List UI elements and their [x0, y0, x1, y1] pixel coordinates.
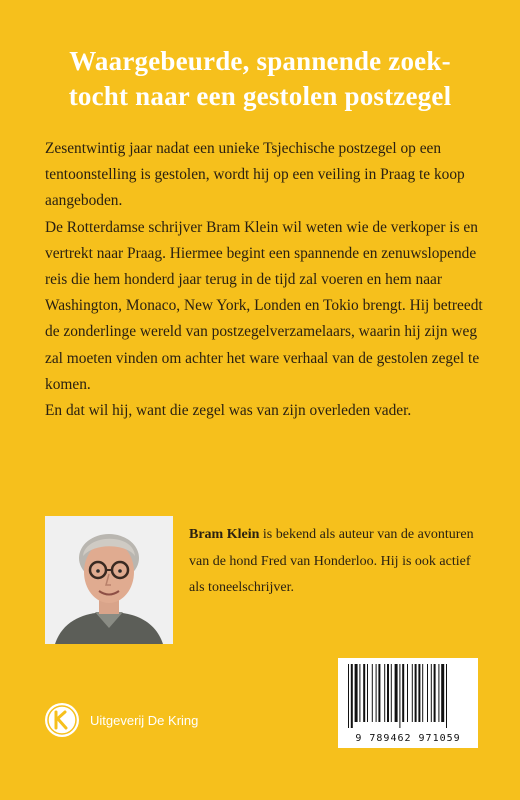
barcode-bar [412, 664, 413, 722]
barcode-bar [367, 664, 368, 722]
barcode-bar [355, 664, 358, 722]
author-photo [45, 516, 173, 644]
headline-line-2: tocht naar een gestolen postzegel [68, 81, 452, 111]
barcode-bar [446, 664, 447, 728]
blurb [45, 136, 485, 424]
author-bio-text: is bekend als auteur van de avonturen van de hond Fred van Honderloo. Hij is ook actief als toneelschrijver. [189, 527, 474, 595]
barcode-bar [395, 664, 398, 722]
barcode-bar [372, 664, 373, 722]
barcode-bar [407, 664, 408, 722]
publisher [44, 700, 198, 740]
isbn-number: 9 789462 971059 [355, 733, 461, 744]
blurb-paragraph-2: De Rotterdamse schrijver Bram Klein wil weten wie de verkoper is en vertrekt naar Praag. Hiermee begint een spannende en zenuwslopende reis die hem honderd jaar terug in de tijd zal voeren en hem naar Washington, Monaco, New York, Londen en Tokio brengt. Hij betreedt de zonderlinge wereld van postzegelverzamelaars, waarin hij zijn weg zal moeten vinden om achter het ware verhaal van de gestolen zegel te komen. [45, 218, 483, 393]
barcode-bar [441, 664, 444, 722]
publisher-name: Uitgeverij De Kring [90, 712, 199, 728]
author-bio [189, 522, 479, 602]
barcode-bar [351, 664, 353, 728]
author-portrait-image [45, 516, 173, 644]
barcode-bar [438, 664, 439, 722]
barcode-bar [376, 664, 377, 722]
author-name: Bram Klein [189, 527, 260, 542]
barcode-bar [363, 664, 365, 722]
blurb-paragraph-1: Zesentwintig jaar nadat een unieke Tsjechische postzegel op een tentoonstelling is gestolen, wordt hij op een veiling in Praag te koop aangeboden. [45, 140, 465, 210]
blurb-paragraph-3: En dat wil hij, want die zegel was van zijn overleden vader. [45, 402, 412, 420]
barcode-bar [378, 664, 380, 722]
headline-line-1: Waargebeurde, spannende zoek- [69, 46, 451, 76]
barcode-bar [431, 664, 432, 722]
barcode-bar [418, 664, 420, 722]
barcode-bar [391, 664, 392, 722]
barcode [338, 658, 478, 748]
barcode-bar [387, 664, 389, 722]
barcode-bar [359, 664, 360, 722]
barcode-bar [434, 664, 436, 722]
barcode-bar [427, 664, 428, 722]
barcode-bar [422, 664, 423, 722]
barcode-bar [399, 664, 400, 728]
barcode-bar [402, 664, 404, 722]
barcode-bar [415, 664, 417, 722]
publisher-logo-icon [44, 702, 80, 738]
barcode-bar [348, 664, 349, 728]
headline [40, 44, 480, 114]
barcode-bars-icon [338, 658, 478, 730]
barcode-bar [384, 664, 385, 722]
